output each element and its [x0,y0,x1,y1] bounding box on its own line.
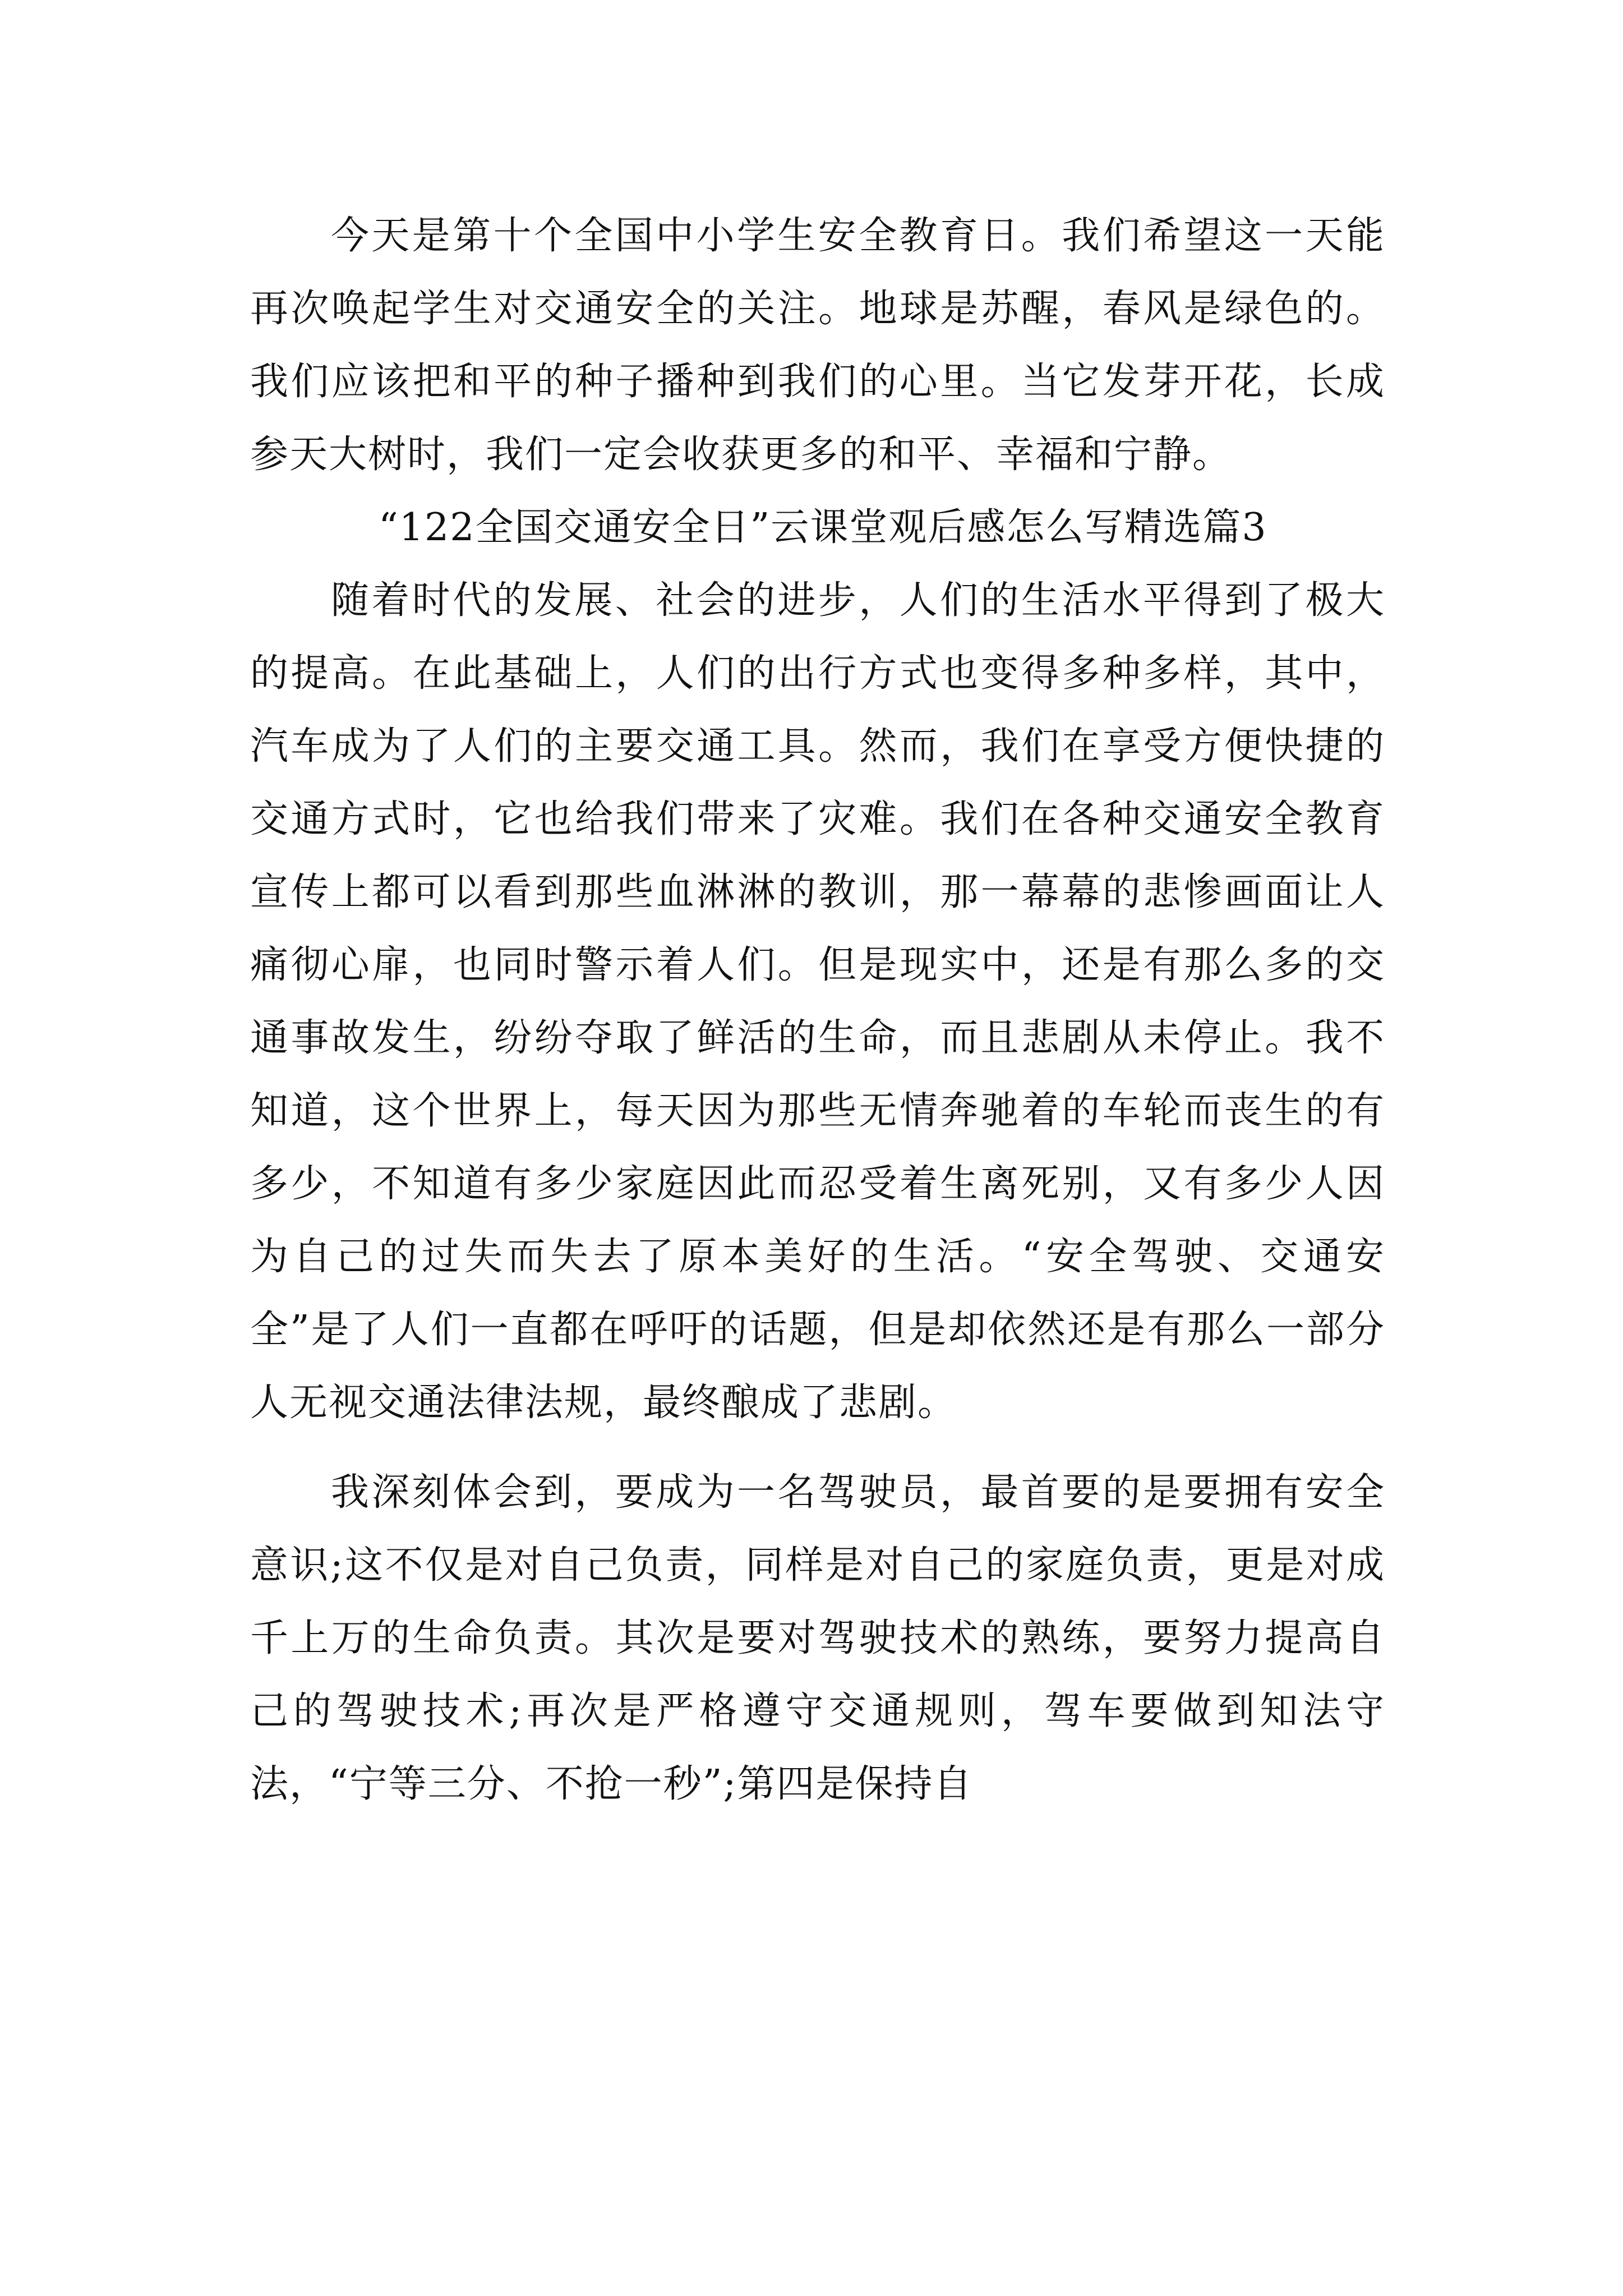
paragraph-2: 随着时代的发展、社会的进步，人们的生活水平得到了极大的提高。在此基础上，人们的出行方式也变得多种多样，其中，汽车成为了人们的主要交通工具。然而，我们在享受方便快捷的交通方式时，它也给我们带来了灾难。我们在各种交通安全教育宣传上都可以看到那些血淋淋的教训，那一幕幕的悲惨画面让人痛彻心扉，也同时警示着人们。但是现实中，还是有那么多的交通事故发生，纷纷夺取了鲜活的生命，而且悲剧从未停止。我不知道，这个世界上，每天因为那些无情奔驰着的车轮而丧生的有多少，不知道有多少家庭因此而忍受着生离死别，又有多少人因为自己的过失而失去了原本美好的生活。“安全驾驶、交通安全”是了人们一直都在呼吁的话题，但是却依然还是有那么一部分人无视交通法律法规，最终酿成了悲剧。 [250,578,1385,1425]
paragraph-3: 我深刻体会到，要成为一名驾驶员，最首要的是要拥有安全意识;这不仅是对自己负责，同样是对自己的家庭负责，更是对成千上万的生命负责。其次是要对驾驶技术的熟练，要努力提高自己的驾驶技术;再次是严格遵守交通规则，驾车要做到知法守法，“宁等三分、不抢一秒”;第四是保持自 [250,1470,1385,1806]
paragraph-1: 今天是第十个全国中小学生安全教育日。我们希望这一天能再次唤起学生对交通安全的关注。地球是苏醒，春风是绿色的。我们应该把和平的种子播种到我们的心里。当它发芽开花，长成参天大树时，我们一定会收获更多的和平、幸福和宁静。 [250,214,1385,477]
section-heading: “122全国交通安全日”云课堂观后感怎么写精选篇3 [379,505,1267,550]
document-body [250,200,1385,1821]
